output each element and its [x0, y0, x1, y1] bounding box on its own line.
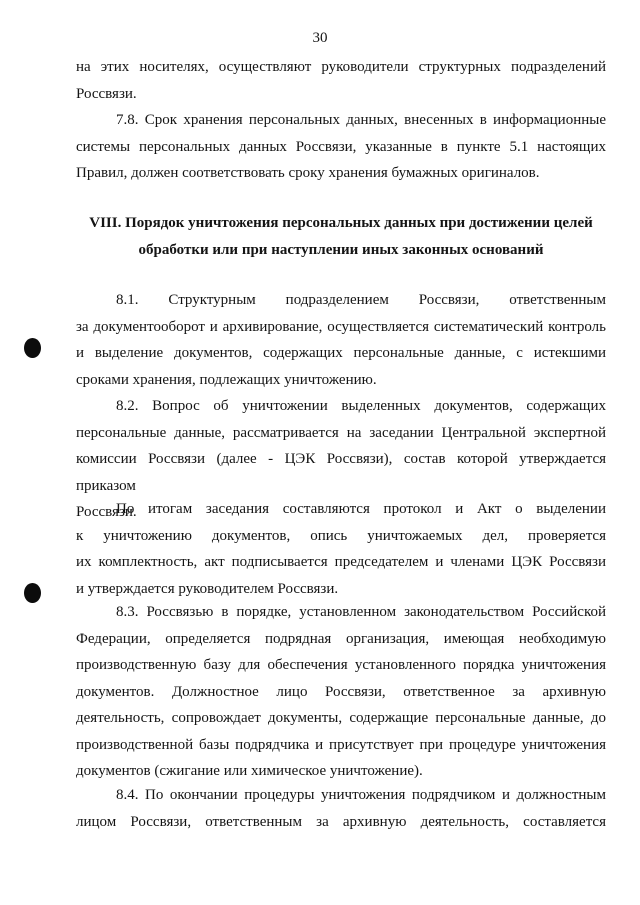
text-line: их комплектность, акт подписывается председателем и членами ЦЭК Россвязи	[76, 554, 606, 570]
text-line: 7.8. Срок хранения персональных данных, внесенных в информационные	[116, 112, 606, 128]
text-line: на этих носителях, осуществляют руководители структурных подразделений	[76, 59, 606, 75]
text-line: комиссии Россвязи (далее - ЦЭК Россвязи), состав которой утверждается приказом	[76, 451, 606, 494]
text-line: По итогам заседания составляются протокол и Акт о выделении	[116, 501, 606, 517]
page-number: 30	[312, 30, 328, 46]
text-line: к уничтожению документов, опись уничтожаемых дел, проверяется	[76, 527, 606, 544]
text-line: Россвязи.	[76, 85, 137, 102]
text-line: деятельность, сопровождает документы, содержащие персональные данные, до	[76, 710, 606, 726]
text-line: системы персональных данных Россвязи, указанные в пункте 5.1 настоящих	[76, 138, 606, 155]
text-line: Федерации, определяется подрядная организация, имеющая необходимую	[76, 630, 606, 647]
paragraph-8-4	[76, 782, 606, 835]
paragraph-8-3	[76, 599, 606, 785]
text-line: документов. Должностное лицо Россвязи, ответственное за архивную	[76, 683, 606, 700]
text-line: и выделение документов, содержащих персональные данные, с истекшими	[76, 345, 606, 361]
binder-hole-mark	[24, 338, 41, 358]
paragraph-8-1	[76, 287, 606, 393]
heading-line: VIII. Порядок уничтожения персональных данных при достижении целей	[89, 215, 593, 231]
text-line: производственной базы подрядчика и присутствует при процедуре уничтожения	[76, 736, 606, 753]
text-line: Россвязи.	[76, 504, 137, 520]
continuation-paragraph	[76, 54, 606, 107]
text-line: производственную базу для обеспечения установленного порядка уничтожения	[76, 657, 606, 673]
text-line: персональные данные, рассматривается на заседании Центральной экспертной	[76, 424, 606, 441]
text-line: 8.1. Структурным подразделением Россвязи, ответственным	[116, 292, 606, 308]
text-line: за документооборот и архивирование, осуществляется систематический контроль	[76, 318, 606, 335]
text-line: и утверждается руководителем Россвязи.	[76, 580, 339, 597]
text-line: лицом Россвязи, ответственным за архивную деятельность, составляется	[76, 813, 606, 830]
section-heading	[76, 210, 606, 264]
text-line: документов (сжигание или химическое уничтожение).	[76, 763, 423, 779]
text-line: Правил, должен соответствовать сроку хранения бумажных оригиналов.	[76, 165, 540, 181]
heading-line: обработки или при наступлении иных законных оснований	[138, 242, 544, 258]
paragraph-7-8	[76, 107, 606, 187]
text-line: 8.2. Вопрос об уничтожении выделенных документов, содержащих	[116, 398, 606, 414]
text-line: 8.4. По окончании процедуры уничтожения подрядчиком и должностным	[116, 787, 606, 803]
text-line: сроками хранения, подлежащих уничтожению.	[76, 371, 377, 388]
paragraph-meeting-results	[76, 496, 606, 602]
binder-hole-mark	[24, 583, 41, 603]
text-line: 8.3. Россвязью в порядке, установленном законодательством Российской	[116, 604, 606, 620]
